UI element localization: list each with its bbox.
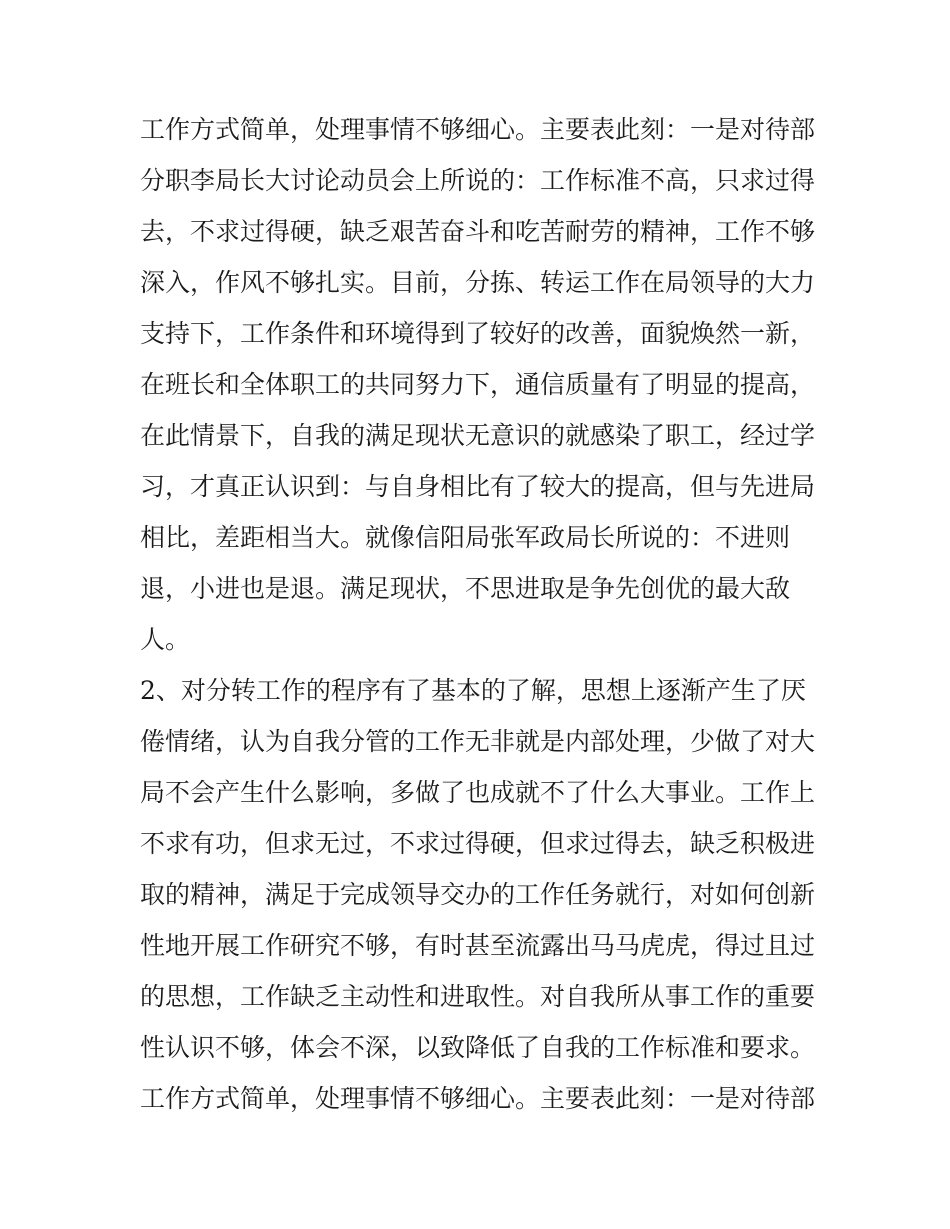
- text-line: 性认识不够，体会不深，以致降低了自我的工作标准和要求。: [140, 1033, 816, 1062]
- text-line: 在此情景下，自我的满足现状无意识的就感染了职工，经过学: [140, 421, 816, 450]
- text-line: 的思想，工作缺乏主动性和进取性。对自我所从事工作的重要: [140, 982, 816, 1011]
- text-line: 工作方式简单，处理事情不够细心。主要表此刻：一是对待部: [140, 115, 816, 144]
- text-line: 人。: [140, 625, 191, 654]
- text-line: 工作方式简单，处理事情不够细心。主要表此刻：一是对待部: [140, 1084, 816, 1113]
- text-line: 去，不求过得硬，缺乏艰苦奋斗和吃苦耐劳的精神，工作不够: [140, 217, 816, 246]
- text-line: 分职李局长大讨论动员会上所说的：工作标准不高，只求过得: [140, 166, 816, 195]
- text-line: 性地开展工作研究不够，有时甚至流露出马马虎虎，得过且过: [140, 931, 816, 960]
- text-line: 2、对分转工作的程序有了基本的了解，思想上逐渐产生了厌: [140, 676, 806, 705]
- text-line: 习，才真正认识到：与自身相比有了较大的提高，但与先进局: [140, 472, 816, 501]
- body-text: [140, 104, 820, 1124]
- text-line: 取的精神，满足于完成领导交办的工作任务就行，对如何创新: [140, 880, 816, 909]
- text-line: 支持下，工作条件和环境得到了较好的改善，面貌焕然一新，: [140, 319, 816, 348]
- text-line: 退，小进也是退。满足现状，不思进取是争先创优的最大敌: [140, 574, 791, 603]
- text-line: 深入，作风不够扎实。目前，分拣、转运工作在局领导的大力: [140, 268, 816, 297]
- text-line: 倦情绪，认为自我分管的工作无非就是内部处理，少做了对大: [140, 727, 816, 756]
- text-line: 相比，差距相当大。就像信阳局张军政局长所说的：不进则: [140, 523, 791, 552]
- text-line: 在班长和全体职工的共同努力下，通信质量有了明显的提高，: [140, 370, 816, 399]
- text-line: 局不会产生什么影响，多做了也成就不了什么大事业。工作上: [140, 778, 816, 807]
- text-line: 不求有功，但求无过，不求过得硬，但求过得去，缺乏积极进: [140, 829, 816, 858]
